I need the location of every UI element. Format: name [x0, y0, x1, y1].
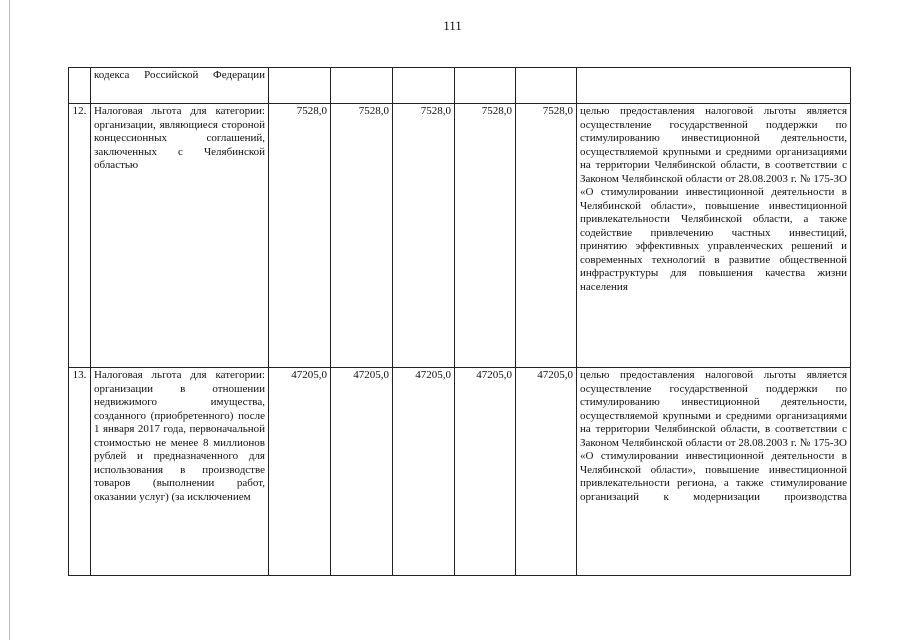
benefit-goal: целью предоставления налоговой льготы является осуществление государственной поддержки по стимулированию инвестиционной деятельности, осуществляемой крупными и средними организациями на территории Челябинской области, в соответствии с Законом Челябинской области от 28.08.2003 г. № 175-ЗО «О стимулировании инвестиционной деятельности в Челябинской области», повышение инвестиционной привлекательности региона, а также стимулирование организаций к модернизации производства — [577, 368, 851, 576]
value-cell — [393, 68, 455, 104]
table-row-continuation — [69, 68, 851, 104]
benefit-description: Налоговая льгота для категории: организации в отношении недвижимого имущества, созданного (приобретенного) после 1 января 2017 года, первоначальной стоимостью не менее 8 миллионов рублей и предназначенного для использования в производстве товаров (выполнении работ, оказании услуг) (за исключением — [91, 368, 269, 576]
table-row-13 — [69, 368, 851, 576]
value-cell — [269, 68, 331, 104]
value-cell — [331, 68, 393, 104]
benefit-goal — [577, 68, 851, 104]
value-cell: 47205,0 — [331, 368, 393, 576]
value-cell: 7528,0 — [516, 104, 577, 368]
value-cell: 47205,0 — [393, 368, 455, 576]
value-cell: 47205,0 — [269, 368, 331, 576]
benefit-goal: целью предоставления налоговой льготы является осуществление государственной поддержки по стимулированию инвестиционной деятельности, осуществляемой крупными и средними организациями на территории Челябинской области, в соответствии с Законом Челябинской области от 28.08.2003 г. № 175-ЗО «О стимулировании инвестиционной деятельности в Челябинской области», повышение инвестиционной привлекательности Челябинской области, а также содействие привлечению частных инвестиций, принятию эффективных управленческих решений и современных технологий в развитие общественной инфраструктуры для повышения качества жизни населения — [577, 104, 851, 368]
value-cell: 7528,0 — [269, 104, 331, 368]
row-number: 13. — [69, 368, 91, 576]
value-cell — [455, 68, 516, 104]
table-row-12 — [69, 104, 851, 368]
benefit-description: Налоговая льгота для категории: организации, являющиеся стороной концессионных соглашений, заключенных с Челябинской областью — [91, 104, 269, 368]
value-cell — [516, 68, 577, 104]
scan-edge-line — [9, 0, 10, 640]
value-cell: 47205,0 — [455, 368, 516, 576]
row-number — [69, 68, 91, 104]
value-cell: 7528,0 — [393, 104, 455, 368]
value-cell: 7528,0 — [455, 104, 516, 368]
benefit-description: кодекса Российской Федерации — [91, 68, 269, 104]
page-number: 111 — [443, 18, 462, 33]
value-cell: 7528,0 — [331, 104, 393, 368]
row-number: 12. — [69, 104, 91, 368]
tax-benefits-table — [68, 67, 851, 576]
value-cell: 47205,0 — [516, 368, 577, 576]
